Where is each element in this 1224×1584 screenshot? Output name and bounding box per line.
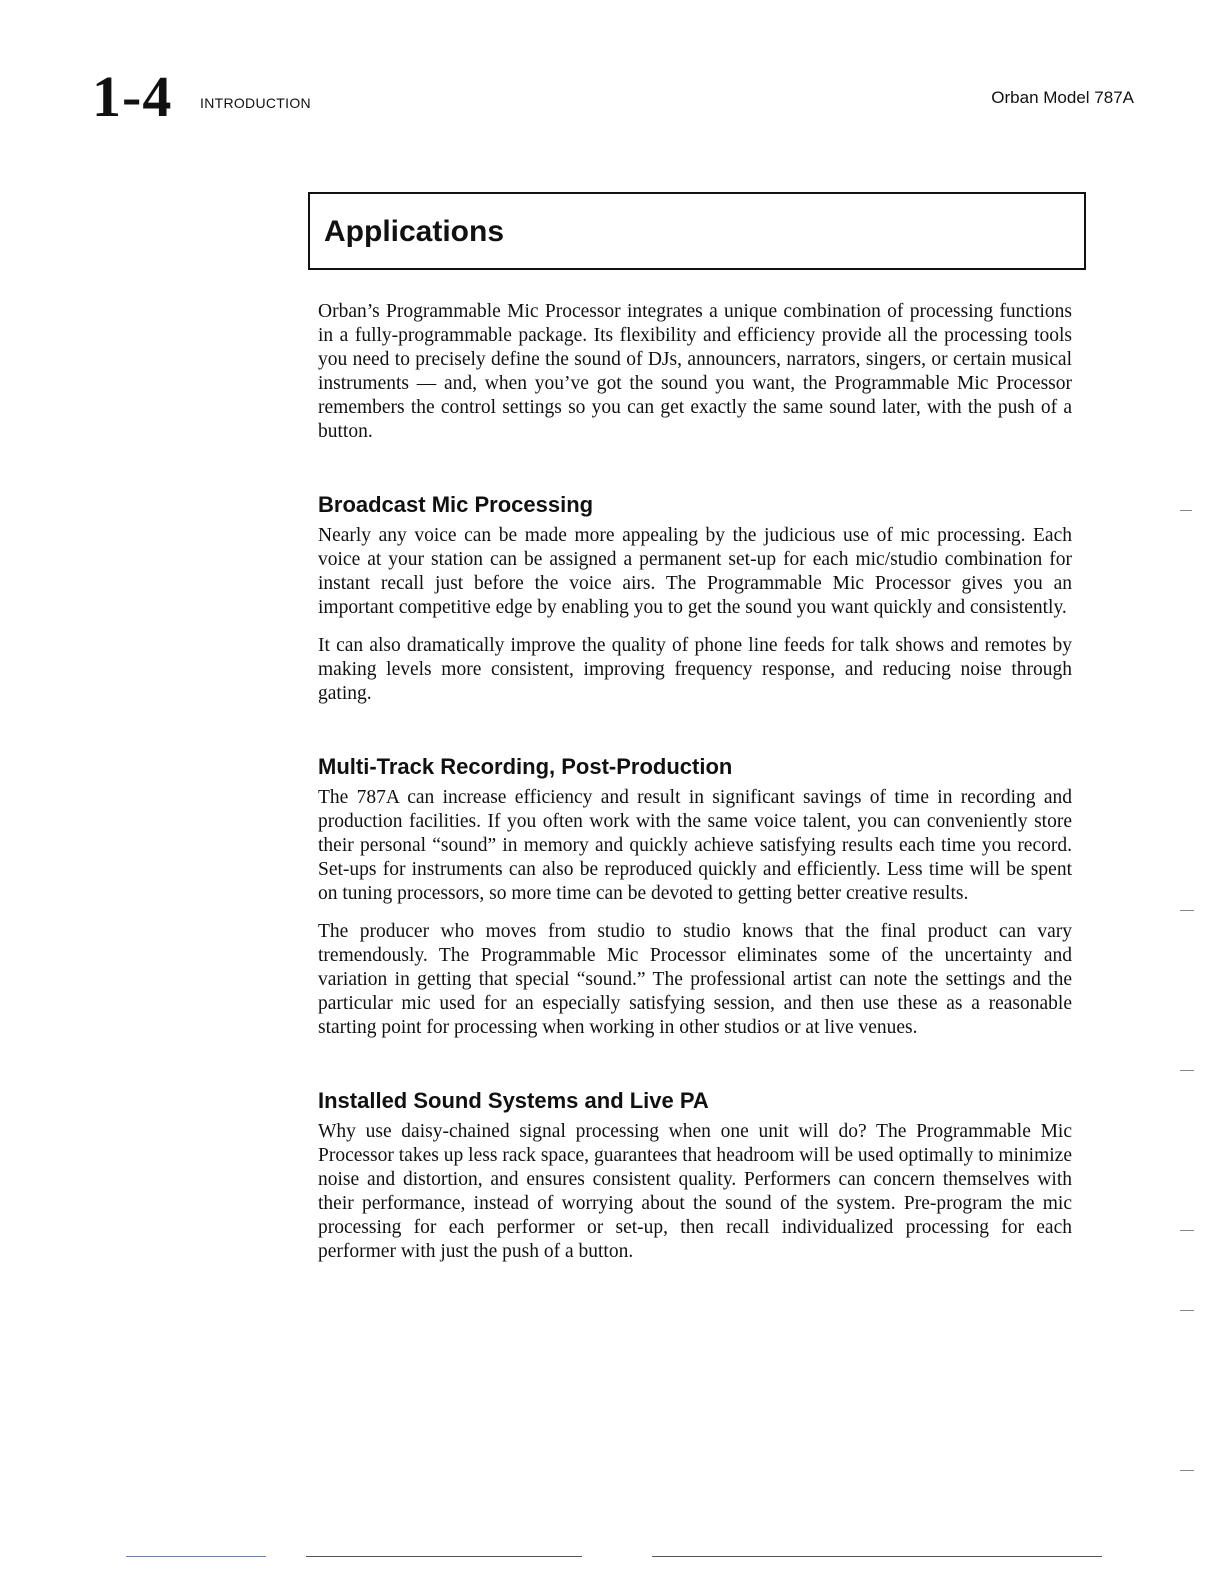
- page-number: 1-4: [92, 64, 173, 129]
- intro-paragraph: Orban’s Programmable Mic Processor integrates a unique combination of processing functions in a fully-programmable package. Its flexibility and efficiency provide all the processing tools you need to precisely define the sound of DJs, announcers, narrators, singers, or certain musical instruments — and, when you’ve got the sound you want, the Programmable Mic Processor remembers the control settings so you can get exactly the same sound later, with the push of a button.: [318, 301, 1072, 442]
- footer-rule: [126, 1556, 266, 1557]
- section-label: INTRODUCTION: [200, 95, 311, 111]
- section-heading: Installed Sound Systems and Live PA: [318, 1088, 709, 1113]
- paragraph: Nearly any voice can be made more appealing by the judicious use of mic processing. Each voice at your station can be assigned a permanent set-up for each mic/studio combination for instant recall just before the voice airs. The Programmable Mic Processor gives you an important competitive edge by enabling you to get the sound you want quickly and consistently.: [318, 525, 1072, 618]
- paragraph: The 787A can increase efficiency and result in significant savings of time in recording and production facilities. If you often work with the same voice talent, you can conveniently store their personal “sound” in memory and quickly achieve satisfying results each time you record. Set-ups for instruments can also be reproduced quickly and efficiently. Less time will be spent on tuning processors, so more time can be devoted to getting better creative results.: [318, 787, 1072, 904]
- paragraph: Why use daisy-chained signal processing when one unit will do? The Programmable Mic Processor takes up less rack space, guarantees that headroom will be used optimally to minimize noise and distortion, and ensures consistent quality. Performers can concern themselves with their performance, instead of worrying about the sound of the system. Pre-program the mic processing for each performer or set-up, then recall individualized processing for each performer with just the push of a button.: [318, 1121, 1072, 1262]
- section-broadcast: [318, 492, 1072, 706]
- product-name: Orban Model 787A: [991, 88, 1134, 107]
- footer-rule: [652, 1556, 1102, 1557]
- margin-mark: [1180, 1070, 1194, 1071]
- margin-mark: [1180, 1230, 1194, 1231]
- section-heading: Broadcast Mic Processing: [318, 492, 594, 517]
- page-title: Applications: [324, 215, 505, 248]
- margin-mark: [1180, 510, 1192, 511]
- content: [318, 300, 1072, 1264]
- paragraph: It can also dramatically improve the quality of phone line feeds for talk shows and remotes by making levels more consistent, improving frequency response, and reducing noise through gating.: [318, 635, 1072, 704]
- margin-mark: [1180, 1470, 1194, 1471]
- paragraph: The producer who moves from studio to studio knows that the final product can vary tremendously. The Programmable Mic Processor eliminates some of the uncertainty and variation in getting that special “sound.” The professional artist can note the settings and the particular mic used for an especially satisfying session, and then use these as a reasonable starting point for processing when working in other studios or at live venues.: [318, 921, 1072, 1038]
- footer-rule: [306, 1556, 582, 1557]
- title-box: [308, 192, 1086, 270]
- margin-mark: [1180, 910, 1194, 911]
- section-installed-sound: [318, 1088, 1072, 1264]
- section-multitrack: [318, 754, 1072, 1040]
- margin-mark: [1180, 1310, 1194, 1311]
- section-heading: Multi-Track Recording, Post-Production: [318, 754, 733, 779]
